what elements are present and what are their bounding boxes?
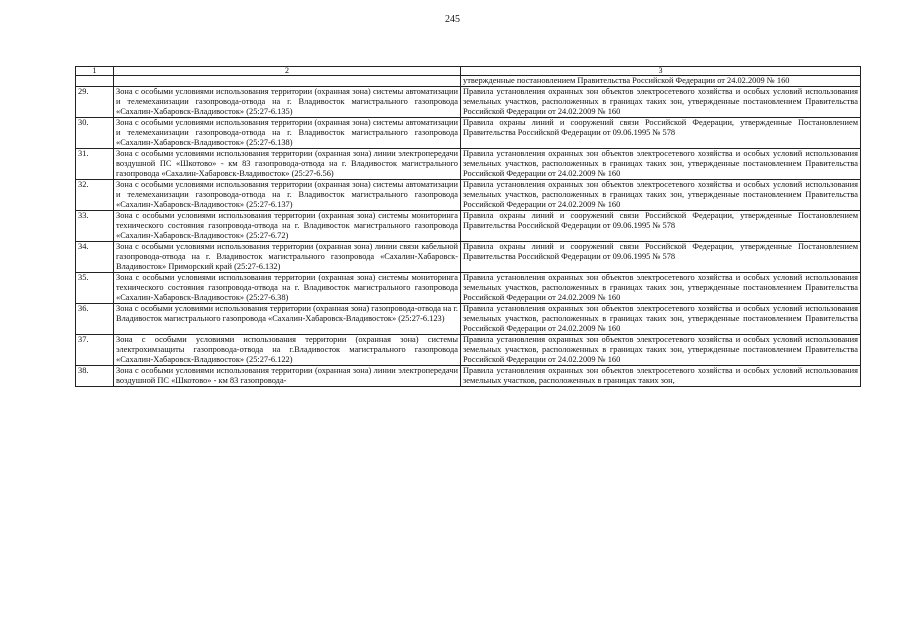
table-row bbox=[76, 180, 861, 211]
table-row bbox=[76, 273, 861, 304]
regulation-text: Правила установления охранных зон объектов электросетевого хозяйства и особых условий использования земельных участков, расположенных в границах таких зон, bbox=[461, 366, 861, 387]
row-number: 30. bbox=[76, 118, 114, 149]
continuation-row bbox=[76, 76, 861, 87]
regulation-text: Правила установления охранных зон объектов электросетевого хозяйства и особых условий использования земельных участков, расположенных в границах таких зон, утвержденные постановлением Правительства Российской Федерации от 24.02.2009 № 160 bbox=[461, 149, 861, 180]
zone-description: Зона с особыми условиями использования территории (охранная зона) системы мониторинга технического состояния газопровода-отвода на г. Владивосток магистрального газопровода «Сахалин-Хабаровск-Владивосток» (25:27-6.38) bbox=[114, 273, 461, 304]
regulation-text: Правила охраны линий и сооружений связи Российской Федерации, утвержденные Постановлением Правительства Российской Федерации от 09.06.1995 № 578 bbox=[461, 211, 861, 242]
row-number bbox=[76, 76, 114, 87]
table-row bbox=[76, 335, 861, 366]
header-col-3: 3 bbox=[461, 67, 861, 76]
row-number: 36. bbox=[76, 304, 114, 335]
zone-description: Зона с особыми условиями использования территории (охранная зона) линии связи кабельной газопровода-отвода на г. Владивосток магистрального газопровода «Сахалин-Хабаровск-Владивосток» Приморский край (25:27-6.132) bbox=[114, 242, 461, 273]
regulation-text: Правила установления охранных зон объектов электросетевого хозяйства и особых условий использования земельных участков, расположенных в границах таких зон, утвержденные постановлением Правительства Российской Федерации от 24.02.2009 № 160 bbox=[461, 335, 861, 366]
table-row bbox=[76, 304, 861, 335]
row-number: 37. bbox=[76, 335, 114, 366]
zone-description: Зона с особыми условиями использования территории (охранная зона) линии электропередачи воздушной ПС «Шкотово» - км 83 газопровода-отвода на г. Владивосток магистрального газопровода «Сахалин-Хабаровск-Владивосток» (25:27-6.56) bbox=[114, 149, 461, 180]
header-col-1: 1 bbox=[76, 67, 114, 76]
regulation-text: Правила установления охранных зон объектов электросетевого хозяйства и особых условий использования земельных участков, расположенных в границах таких зон, утвержденные постановлением Правительства Российской Федерации от 24.02.2009 № 160 bbox=[461, 273, 861, 304]
table-row bbox=[76, 118, 861, 149]
table-row bbox=[76, 242, 861, 273]
zone-description: Зона с особыми условиями использования территории (охранная зона) системы автоматизации и телемеханизации газопровода-отвода на г. Владивосток магистрального газопровода «Сахалин-Хабаровск-Владивосток» (25:27-6.137) bbox=[114, 180, 461, 211]
regulation-text: Правила установления охранных зон объектов электросетевого хозяйства и особых условий использования земельных участков, расположенных в границах таких зон, утвержденные постановлением Правительства Российской Федерации от 24.02.2009 № 160 bbox=[461, 304, 861, 335]
zone-description: Зона с особыми условиями использования территории (охранная зона) системы автоматизации и телемеханизации газопровода-отвода на г. Владивосток магистрального газопровода «Сахалин-Хабаровск-Владивосток» (25:27-6.138) bbox=[114, 118, 461, 149]
zone-description: Зона с особыми условиями использования территории (охранная зона) системы мониторинга технического состояния газопровода-отвода на г. Владивосток магистрального газопровода «Сахалин-Хабаровск-Владивосток» (25:27-6.72) bbox=[114, 211, 461, 242]
regulation-text: Правила установления охранных зон объектов электросетевого хозяйства и особых условий использования земельных участков, расположенных в границах таких зон, утвержденные постановлением Правительства Российской Федерации от 24.02.2009 № 160 bbox=[461, 180, 861, 211]
zone-description: Зона с особыми условиями использования территории (охранная зона) системы автоматизации и телемеханизации газопровода-отвода на г. Владивосток магистрального газопровода «Сахалин-Хабаровск-Владивосток» (25:27-6.135) bbox=[114, 87, 461, 118]
row-number: 38. bbox=[76, 366, 114, 387]
page-number: 245 bbox=[445, 14, 460, 25]
header-row bbox=[76, 67, 861, 76]
zone-description: Зона с особыми условиями использования территории (охранная зона) системы электрохимзащиты газопровода-отвода на г.Владивосток магистрального газопровода «Сахалин-Хабаровск-Владивосток» (25:27-6.122) bbox=[114, 335, 461, 366]
row-number: 32. bbox=[76, 180, 114, 211]
table-row bbox=[76, 87, 861, 118]
table-row bbox=[76, 149, 861, 180]
regulation-text: Правила установления охранных зон объектов электросетевого хозяйства и особых условий использования земельных участков, расположенных в границах таких зон, утвержденные постановлением Правительства Российской Федерации от 24.02.2009 № 160 bbox=[461, 87, 861, 118]
table-row bbox=[76, 211, 861, 242]
table-row bbox=[76, 366, 861, 387]
row-number: 29. bbox=[76, 87, 114, 118]
regulation-text: Правила охраны линий и сооружений связи Российской Федерации, утвержденные Постановлением Правительства Российской Федерации от 09.06.1995 № 578 bbox=[461, 118, 861, 149]
row-number: 34. bbox=[76, 242, 114, 273]
zone-description: Зона с особыми условиями использования территории (охранная зона) газопровода-отвода на г. Владивосток магистрального газопровода «Сахалин-Хабаровск-Владивосток» (25:27-6.123) bbox=[114, 304, 461, 335]
row-number: 33. bbox=[76, 211, 114, 242]
zone-description bbox=[114, 76, 461, 87]
row-number: 35. bbox=[76, 273, 114, 304]
regulation-text: утвержденные постановлением Правительства Российской Федерации от 24.02.2009 № 160 bbox=[461, 76, 861, 87]
row-number: 31. bbox=[76, 149, 114, 180]
regulation-text: Правила охраны линий и сооружений связи Российской Федерации, утвержденные Постановлением Правительства Российской Федерации от 09.06.1995 № 578 bbox=[461, 242, 861, 273]
zone-description: Зона с особыми условиями использования территории (охранная зона) линии электропередачи воздушной ПС «Шкотово» - км 83 газопровода- bbox=[114, 366, 461, 387]
zones-table bbox=[75, 66, 861, 387]
header-col-2: 2 bbox=[114, 67, 461, 76]
